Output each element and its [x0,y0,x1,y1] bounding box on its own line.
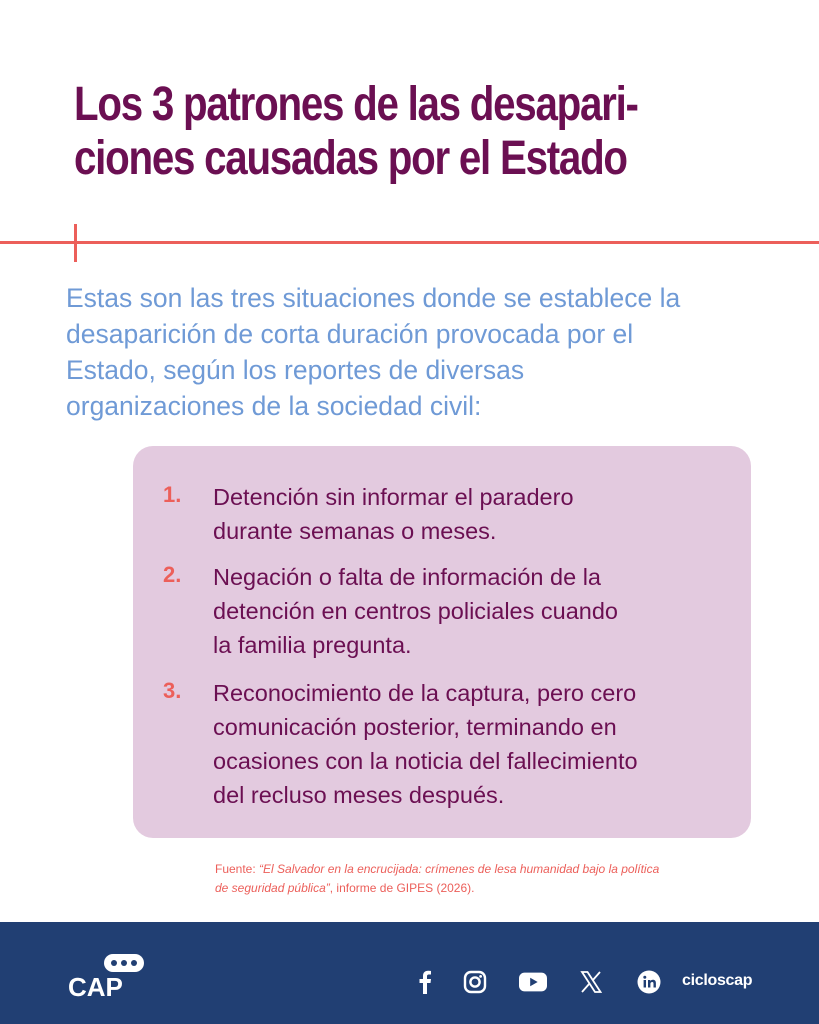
list-line: Negación o falta de información de la [213,564,601,590]
source-line [215,860,775,879]
vertical-tick [74,224,77,262]
source-citation [215,860,775,898]
list-text [213,560,733,662]
list-number: 1. [163,482,182,507]
list-line: ocasiones con la noticia del fallecimiento [213,748,638,774]
list-line: la familia pregunta. [213,632,412,658]
source-title: “El Salvador en la encrucijada: crímenes de lesa humanidad bajo la política [259,862,660,876]
patterns-box [133,446,751,838]
cap-logo [68,952,158,1002]
source-line [215,879,775,898]
logo-text: CAP [68,972,123,1002]
list-text [213,480,733,548]
horizontal-divider [0,241,819,244]
list-line: durante semanas o meses. [213,518,497,544]
source-prefix: Fuente: [215,862,260,876]
intro-paragraph [66,280,766,424]
list-line: Reconocimiento de la captura, pero cero [213,680,637,706]
list-line: Detención sin informar el paradero [213,484,574,510]
linkedin-icon[interactable] [635,968,663,996]
list-line: del recluso meses después. [213,782,505,808]
title-line: ciones causadas por el Estado [74,132,627,185]
source-suffix: , informe de GIPES (2026). [329,881,475,895]
youtube-icon[interactable] [519,968,547,996]
list-number: 3. [163,678,182,703]
intro-line: organizaciones de la sociedad civil: [66,391,482,421]
footer-bar [0,922,819,1024]
x-icon[interactable] [577,968,605,996]
page-title [74,78,662,186]
list-line: detención en centros policiales cuando [213,598,618,624]
title-line: Los 3 patrones de las desapari- [74,78,638,131]
intro-line: desaparición de corta duración provocada por el [66,319,634,349]
intro-line: Estas son las tres situaciones donde se establece la [66,283,681,313]
source-title: de seguridad pública” [215,881,330,895]
intro-line: Estado, según los reportes de diversas [66,355,525,385]
social-handle: cicloscap [682,972,753,989]
list-line: comunicación posterior, terminando en [213,714,617,740]
list-text [213,676,733,812]
list-number: 2. [163,562,182,587]
instagram-icon[interactable] [461,968,489,996]
facebook-icon[interactable] [411,968,439,996]
